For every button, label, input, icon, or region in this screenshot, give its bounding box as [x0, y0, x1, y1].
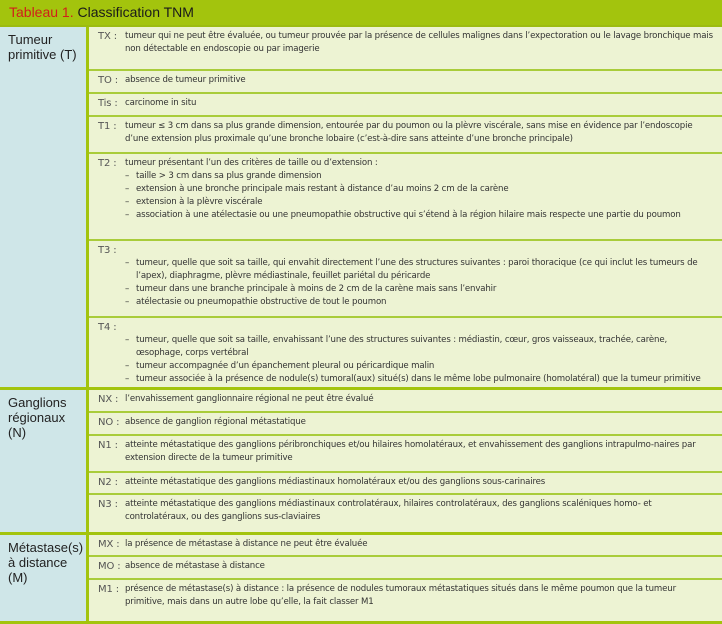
- table-row-m1: [89, 580, 722, 618]
- table-row-n2: [89, 473, 722, 495]
- table-row-m0: [89, 557, 722, 580]
- row-code: M1 :: [98, 584, 119, 595]
- bullet-item: – extension à la plèvre viscérale: [125, 196, 716, 209]
- table-row-t0: [89, 71, 722, 94]
- row-text: tumeur qui ne peut être évaluée, ou tumeur prouvée par la présence de cellules malignes dans l’expectoration ou le lavage bronchique mais non détectable en endoscopie ou par imagerie: [125, 31, 713, 54]
- row-code: MX :: [98, 539, 120, 550]
- group-rows: [89, 27, 722, 387]
- row-code: T1 :: [98, 121, 117, 132]
- group-label: [0, 535, 89, 621]
- row-text: présence de métastase(s) à distance : la présence de nodules tumoraux métastatiques situés dans le même poumon que la tumeur primitive, mais dans un autre lobe qu’elle, la fait classer M1: [125, 584, 676, 607]
- row-text: absence de métastase à distance: [125, 561, 265, 571]
- row-code: N3 :: [98, 499, 118, 510]
- row-text: absence de tumeur primitive: [125, 75, 246, 85]
- row-text: absence de ganglion régional métastatique: [125, 417, 306, 427]
- row-text: tumeur ≤ 3 cm dans sa plus grande dimension, entourée par du poumon ou la plèvre viscérale, sans mise en évidence par l’endoscopie d’une extension plus proximale qu’une bronche lobaire (c’est-à-dire sans atteinte d’une bronche principale): [125, 121, 693, 144]
- group-label: [0, 27, 89, 387]
- group-label-line2: primitive (T): [8, 47, 77, 62]
- row-code: TX :: [98, 31, 117, 42]
- bullet-list: [125, 257, 716, 309]
- group-label-line2: régionaux (N): [8, 410, 66, 440]
- group-ganglions-regionaux: [0, 390, 722, 535]
- group-label: [0, 390, 89, 532]
- table-row-tis: [89, 94, 722, 117]
- row-text: atteinte métastatique des ganglions médiastinaux controlatéraux, hilaires controlatéraux, des ganglions scaléniques homo- et controlatéraux, ou des ganglions sus-claviaires: [125, 499, 652, 522]
- row-code: Tis :: [98, 98, 118, 109]
- table-row-t4: [89, 318, 722, 387]
- table-row-n1: [89, 436, 722, 473]
- group-label-line1: Métastase(s): [8, 540, 84, 555]
- bullet-item: – taille > 3 cm dans sa plus grande dimension: [125, 170, 716, 183]
- row-text: atteinte métastatique des ganglions péribronchiques et/ou hilaires homolatéraux, et envahissement des ganglions intrapulmo-naires par extension directe de la tumeur primitive: [125, 440, 696, 463]
- table-row-t2: [89, 154, 722, 241]
- group-label-line1: Tumeur: [8, 32, 53, 47]
- table-number: Tableau 1.: [9, 4, 74, 20]
- table-row-tx: [89, 27, 722, 71]
- bullet-item: – tumeur, quelle que soit sa taille, envahissant l’une des structures suivantes : médiastin, cœur, gros vaisseaux, trachée, carène, œsophage, corps vertébral: [125, 334, 716, 360]
- bullet-list: [125, 334, 716, 386]
- group-rows: [89, 390, 722, 532]
- row-code: MO :: [98, 561, 121, 572]
- table-row-n3: [89, 495, 722, 532]
- row-code: NO :: [98, 417, 120, 428]
- table-row-nx: [89, 390, 722, 413]
- row-text: la présence de métastase à distance ne peut être évaluée: [125, 539, 368, 549]
- group-label-line2: à distance (M): [8, 555, 68, 585]
- table-row-t3: [89, 241, 722, 318]
- table-row-n0: [89, 413, 722, 436]
- row-code: N1 :: [98, 440, 118, 451]
- bullet-item: – tumeur, quelle que soit sa taille, qui envahit directement l’une des structures suivantes : paroi thoracique (ce qui inclut les tumeurs de l’apex), diaphragme, plèvre médiastinale, feuillet pariétal du péricarde: [125, 257, 716, 283]
- bullet-item: – tumeur accompagnée d’un épanchement pleural ou péricardique malin: [125, 360, 716, 373]
- bullet-item: – tumeur dans une branche principale à moins de 2 cm de la carène mais sans l’envahir: [125, 283, 716, 296]
- row-text: l’envahissement ganglionnaire régional ne peut être évalué: [125, 394, 374, 404]
- table-title-text: Classification TNM: [77, 4, 194, 20]
- row-text: tumeur présentant l’un des critères de taille ou d’extension :: [125, 158, 378, 168]
- row-code: NX :: [98, 394, 119, 405]
- row-code: N2 :: [98, 477, 118, 488]
- row-text: carcinome in situ: [125, 98, 197, 108]
- group-label-line1: Ganglions: [8, 395, 67, 410]
- row-code: TO :: [98, 75, 118, 86]
- row-text: atteinte métastatique des ganglions médiastinaux homolatéraux et/ou des ganglions sous-carinaires: [125, 477, 546, 487]
- table-title: [0, 0, 722, 27]
- bullet-item: – atélectasie ou pneumopathie obstructive de tout le poumon: [125, 296, 716, 309]
- table-row-t1: [89, 117, 722, 154]
- bullet-item: – extension à une bronche principale mais restant à distance d’au moins 2 cm de la carène: [125, 183, 716, 196]
- bullet-item: – association à une atélectasie ou une pneumopathie obstructive qui s’étend à la région hilaire mais respecte une partie du poumon: [125, 209, 716, 222]
- group-tumeur-primitive: [0, 27, 722, 390]
- bullet-list: [125, 170, 716, 222]
- bullet-item: – tumeur associée à la présence de nodule(s) tumoral(aux) situé(s) dans le même lobe pulmonaire (homolatéral) que la tumeur primitive: [125, 373, 716, 386]
- table-row-mx: [89, 535, 722, 557]
- group-rows: [89, 535, 722, 621]
- group-metastases: [0, 535, 722, 624]
- row-code: T2 :: [98, 158, 117, 169]
- row-code: T3 :: [98, 245, 117, 256]
- row-code: T4 :: [98, 322, 117, 333]
